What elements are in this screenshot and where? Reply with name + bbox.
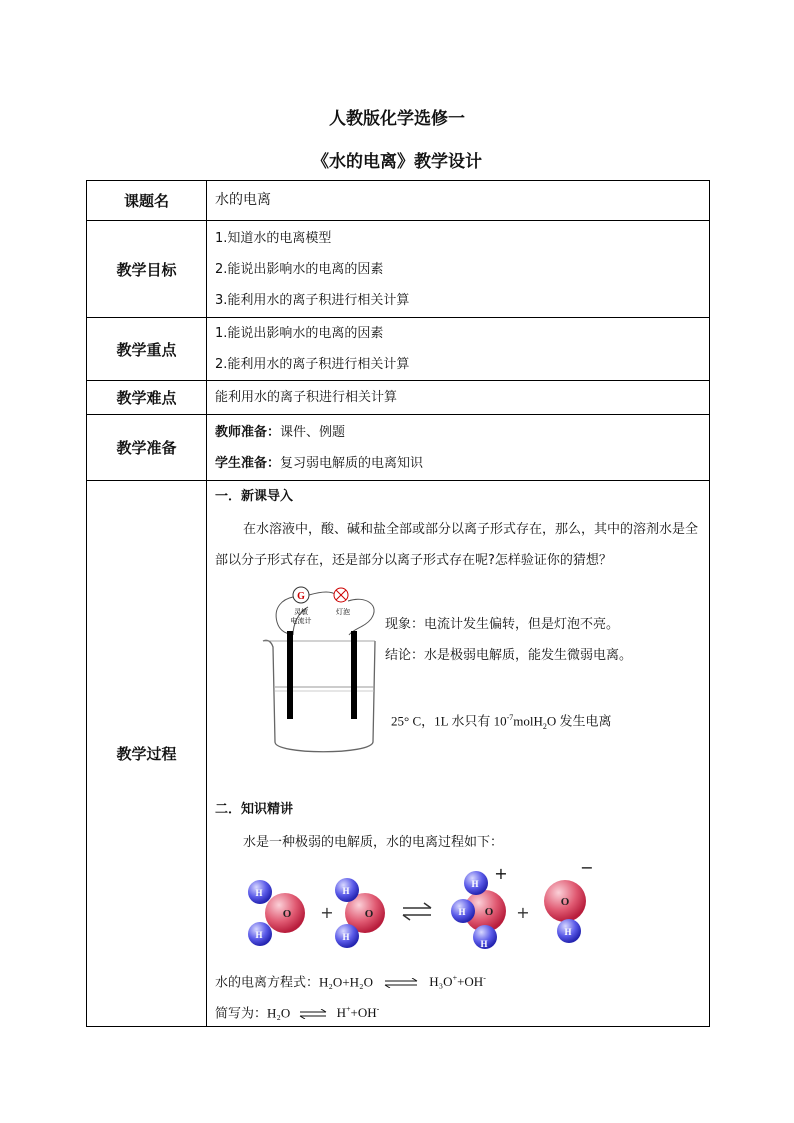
label-objectives: 教学目标 bbox=[87, 221, 207, 318]
key-point-item: 2.能利用水的离子积进行相关计算 bbox=[215, 357, 410, 372]
svg-text:H: H bbox=[255, 888, 263, 898]
key-point-item: 1.能说出影响水的电离的因素 bbox=[215, 326, 384, 341]
svg-text:H: H bbox=[342, 932, 350, 942]
value-preparation bbox=[207, 415, 710, 481]
ionization-equation-short: 简写为：H₂O H++OH- bbox=[215, 1005, 380, 1022]
conclusion-text: 结论：水是极弱电解质，能发生微弱电离。 bbox=[385, 648, 633, 663]
water-ionization-diagram bbox=[235, 863, 605, 953]
document-title-line1: 人教版化学选修一 bbox=[329, 109, 465, 129]
row-process bbox=[87, 481, 710, 1027]
objective-item: 2.能说出影响水的电离的因素 bbox=[215, 261, 384, 277]
positive-charge: + bbox=[494, 864, 508, 883]
row-difficulty bbox=[87, 381, 710, 415]
phenomenon-text: 现象：电流计发生偏转，但是灯泡不亮。 bbox=[385, 617, 620, 632]
student-prep: 学生准备：复习弱电解质的电离知识 bbox=[215, 455, 424, 471]
svg-text:O: O bbox=[282, 908, 292, 920]
section2-title: 二．知识精讲 bbox=[215, 802, 294, 817]
row-key-points bbox=[87, 318, 710, 381]
svg-text:O: O bbox=[364, 908, 374, 920]
teacher-prep: 教师准备：课件、例题 bbox=[215, 424, 346, 440]
svg-text:H: H bbox=[564, 927, 572, 937]
label-key-points: 教学重点 bbox=[87, 318, 207, 381]
svg-text:H: H bbox=[458, 907, 466, 917]
equilibrium-arrow-icon bbox=[298, 1009, 328, 1019]
ionization-equation: 水的电离方程式：H₂O+H₂O H₃O++OH- bbox=[215, 974, 486, 991]
lesson-plan-table bbox=[86, 180, 710, 1027]
equilibrium-arrow-icon bbox=[383, 978, 419, 988]
negative-charge: − bbox=[580, 863, 594, 877]
galvanometer-label-1: 灵敏 bbox=[294, 608, 308, 616]
value-key-points bbox=[207, 318, 710, 381]
label-topic: 课题名 bbox=[87, 181, 207, 221]
equilibrium-arrow-icon bbox=[403, 903, 431, 920]
section1-text: 在水溶液中，酸、碱和盐全部或部分以离子形式存在，那么，其中的溶剂水是全部以分子形式存在，还是部分以离子形式存在呢?怎样验证你的猜想？ bbox=[215, 522, 699, 568]
svg-text:O: O bbox=[484, 906, 494, 918]
plus-sign: + bbox=[516, 903, 530, 922]
section1-title: 一．新课导入 bbox=[215, 489, 294, 504]
plus-sign: + bbox=[320, 903, 334, 922]
galvanometer-label-2: 电流计 bbox=[290, 617, 312, 625]
section2-text: 水是一种极弱的电解质，水的电离过程如下： bbox=[243, 835, 504, 850]
svg-text:H: H bbox=[480, 939, 488, 949]
label-process: 教学过程 bbox=[87, 481, 207, 1027]
value-difficulty: 能利用水的离子积进行相关计算 bbox=[207, 381, 710, 415]
value-topic: 水的电离 bbox=[207, 181, 710, 221]
svg-text:H: H bbox=[471, 879, 479, 889]
objective-item: 3.能利用水的离子积进行相关计算 bbox=[215, 292, 410, 308]
row-preparation bbox=[87, 415, 710, 481]
conductivity-apparatus-diagram bbox=[253, 577, 393, 761]
objective-item: 1.知道水的电离模型 bbox=[215, 230, 332, 246]
svg-text:O: O bbox=[560, 896, 570, 908]
right-electrode bbox=[351, 631, 357, 719]
galvanometer-symbol: G bbox=[297, 591, 305, 602]
svg-text:H: H bbox=[255, 930, 263, 940]
row-topic bbox=[87, 181, 710, 221]
lamp-label: 灯泡 bbox=[336, 608, 350, 616]
value-objectives bbox=[207, 221, 710, 318]
row-objectives bbox=[87, 221, 710, 318]
left-electrode bbox=[287, 631, 293, 719]
ionization-fact: 25° C，1L 水只有 $10^{-7}molH_2O$ 发生电离 bbox=[391, 713, 612, 731]
value-process bbox=[207, 481, 710, 1027]
label-difficulty: 教学难点 bbox=[87, 381, 207, 415]
label-preparation: 教学准备 bbox=[87, 415, 207, 481]
document-title-line2: 《水的电离》教学设计 bbox=[312, 152, 482, 172]
svg-text:H: H bbox=[342, 886, 350, 896]
